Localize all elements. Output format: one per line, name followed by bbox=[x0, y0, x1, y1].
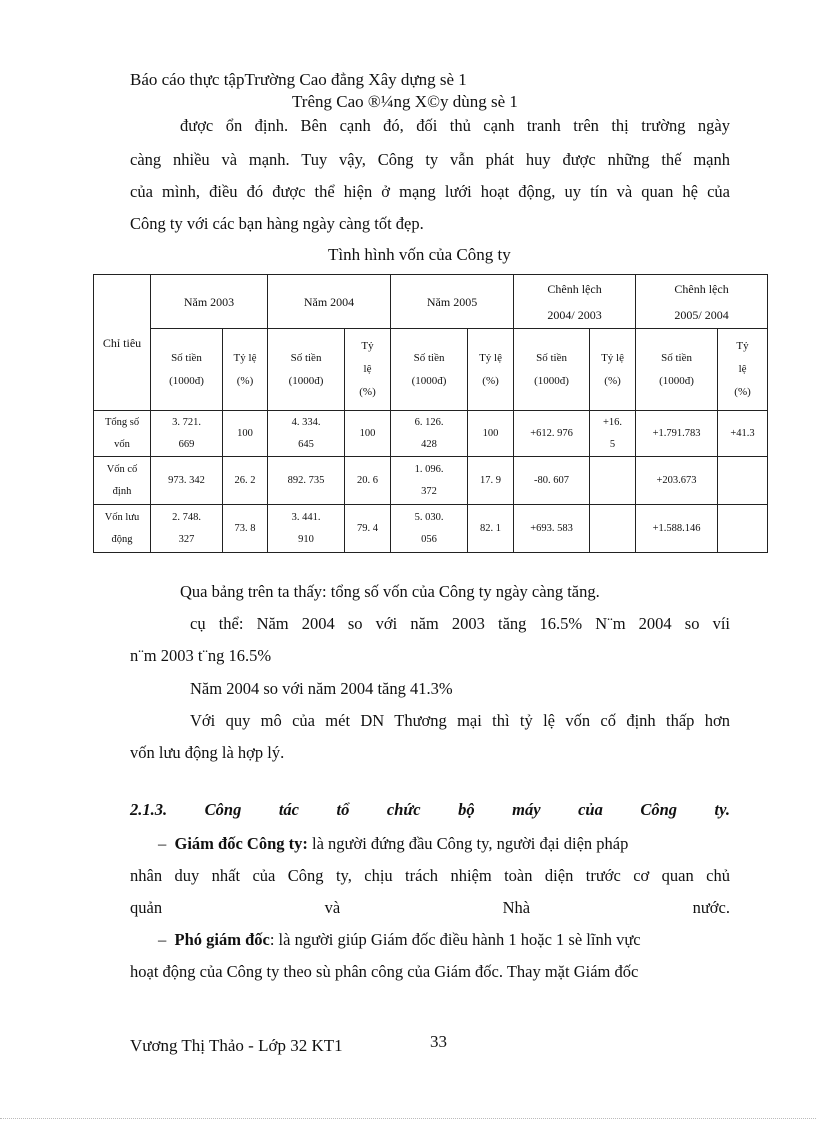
row-header-cell: Chỉ tiêu bbox=[94, 275, 151, 411]
section-heading: 2.1.3. Công tác tổ chức bộ máy của Công ty. bbox=[130, 800, 730, 819]
director-line: quản và Nhà nước. bbox=[130, 898, 730, 917]
data-cell: 4. 334. 645 bbox=[268, 411, 345, 457]
report-header-encoded: Trêng Cao ®¼ng X©y dùng sè 1 bbox=[292, 92, 518, 111]
data-cell: 73. 8 bbox=[223, 505, 268, 553]
page-number: 33 bbox=[430, 1032, 447, 1051]
summary-line: cụ thể: Năm 2004 so với năm 2003 tăng 16.5% N¨m 2004 so víi bbox=[190, 614, 730, 633]
row-label: Vốn cố định bbox=[94, 457, 151, 505]
data-cell: 100 bbox=[223, 411, 268, 457]
data-cell bbox=[718, 505, 768, 553]
data-cell: 79. 4 bbox=[345, 505, 391, 553]
year-header: Năm 2005 bbox=[391, 275, 514, 329]
ratio-header: Tỷ lệ (%) bbox=[223, 329, 268, 411]
report-header: Báo cáo thực tậpTrường Cao đẳng Xây dựng sè 1 bbox=[130, 70, 467, 89]
director-line: – Giám đốc Công ty: là người đứng đầu Công ty, người đại diện pháp bbox=[158, 834, 629, 853]
summary-line: Với quy mô của mét DN Thương mại thì tỷ lệ vốn cố định thấp hơn bbox=[190, 711, 730, 730]
summary-line: Năm 2004 so với năm 2004 tăng 41.3% bbox=[190, 679, 453, 698]
data-cell: 3. 441. 910 bbox=[268, 505, 345, 553]
deputy-line: hoạt động của Công ty theo sù phân công của Giám đốc. Thay mặt Giám đốc bbox=[130, 962, 639, 981]
data-cell: 17. 9 bbox=[468, 457, 514, 505]
year-header: Năm 2003 bbox=[151, 275, 268, 329]
data-cell: +1.588.146 bbox=[636, 505, 718, 553]
data-cell bbox=[590, 505, 636, 553]
amount-header: Số tiền (1000đ) bbox=[268, 329, 345, 411]
data-cell: 82. 1 bbox=[468, 505, 514, 553]
diff-header: Chênh lệch 2005/ 2004 bbox=[636, 275, 768, 329]
data-cell: 1. 096. 372 bbox=[391, 457, 468, 505]
data-cell: 100 bbox=[468, 411, 514, 457]
data-cell: 892. 735 bbox=[268, 457, 345, 505]
page-edge-divider bbox=[0, 1118, 816, 1119]
data-cell bbox=[718, 457, 768, 505]
table-title: Tình hình vốn của Công ty bbox=[328, 245, 511, 264]
ratio-header: Tỷ lệ (%) bbox=[345, 329, 391, 411]
amount-header: Số tiền (1000đ) bbox=[514, 329, 590, 411]
summary-line: vốn lưu động là hợp lý. bbox=[130, 743, 285, 762]
data-cell: 26. 2 bbox=[223, 457, 268, 505]
deputy-line: – Phó giám đốc: là người giúp Giám đốc điều hành 1 hoặc 1 sè lĩnh vực bbox=[158, 930, 641, 949]
data-cell: 5. 030. 056 bbox=[391, 505, 468, 553]
ratio-header: Tỷ lệ (%) bbox=[468, 329, 514, 411]
data-cell: 2. 748. 327 bbox=[151, 505, 223, 553]
row-label: Vốn lưu động bbox=[94, 505, 151, 553]
data-cell: +16. 5 bbox=[590, 411, 636, 457]
amount-header: Số tiền (1000đ) bbox=[151, 329, 223, 411]
data-cell: +203.673 bbox=[636, 457, 718, 505]
data-cell: +612. 976 bbox=[514, 411, 590, 457]
intro-line: được ổn định. Bên cạnh đó, đối thủ cạnh tranh trên thị trường ngày bbox=[180, 116, 730, 135]
table-row bbox=[94, 411, 768, 457]
data-cell: 973. 342 bbox=[151, 457, 223, 505]
data-cell: +693. 583 bbox=[514, 505, 590, 553]
row-label: Tổng số vốn bbox=[94, 411, 151, 457]
year-header: Năm 2004 bbox=[268, 275, 391, 329]
intro-line: Công ty với các bạn hàng ngày càng tốt đẹp. bbox=[130, 214, 424, 233]
amount-header: Số tiền (1000đ) bbox=[391, 329, 468, 411]
capital-table bbox=[93, 274, 768, 553]
ratio-header: Tỷ lệ (%) bbox=[590, 329, 636, 411]
intro-line: càng nhiều và mạnh. Tuy vậy, Công ty vẫn phát huy được những thế mạnh bbox=[130, 150, 730, 169]
director-line: nhân duy nhất của Công ty, chịu trách nhiệm toàn diện trước cơ quan chủ bbox=[130, 866, 730, 885]
data-cell: 6. 126. 428 bbox=[391, 411, 468, 457]
data-cell: +41.3 bbox=[718, 411, 768, 457]
data-cell: -80. 607 bbox=[514, 457, 590, 505]
intro-line: của mình, điều đó được thể hiện ở mạng lưới hoạt động, uy tín và quan hệ của bbox=[130, 182, 730, 201]
summary-line: n¨m 2003 t¨ng 16.5% bbox=[130, 646, 272, 665]
data-cell: +1.791.783 bbox=[636, 411, 718, 457]
footer-author: Vương Thị Thảo - Lớp 32 KT1 bbox=[130, 1036, 343, 1055]
diff-header: Chênh lệch 2004/ 2003 bbox=[514, 275, 636, 329]
table-row bbox=[94, 505, 768, 553]
ratio-header: Tỷ lệ (%) bbox=[718, 329, 768, 411]
data-cell: 20. 6 bbox=[345, 457, 391, 505]
summary-line: Qua bảng trên ta thấy: tổng số vốn của Công ty ngày càng tăng. bbox=[180, 582, 600, 601]
data-cell: 3. 721. 669 bbox=[151, 411, 223, 457]
amount-header: Số tiền (1000đ) bbox=[636, 329, 718, 411]
data-cell: 100 bbox=[345, 411, 391, 457]
data-cell bbox=[590, 457, 636, 505]
table-row bbox=[94, 457, 768, 505]
